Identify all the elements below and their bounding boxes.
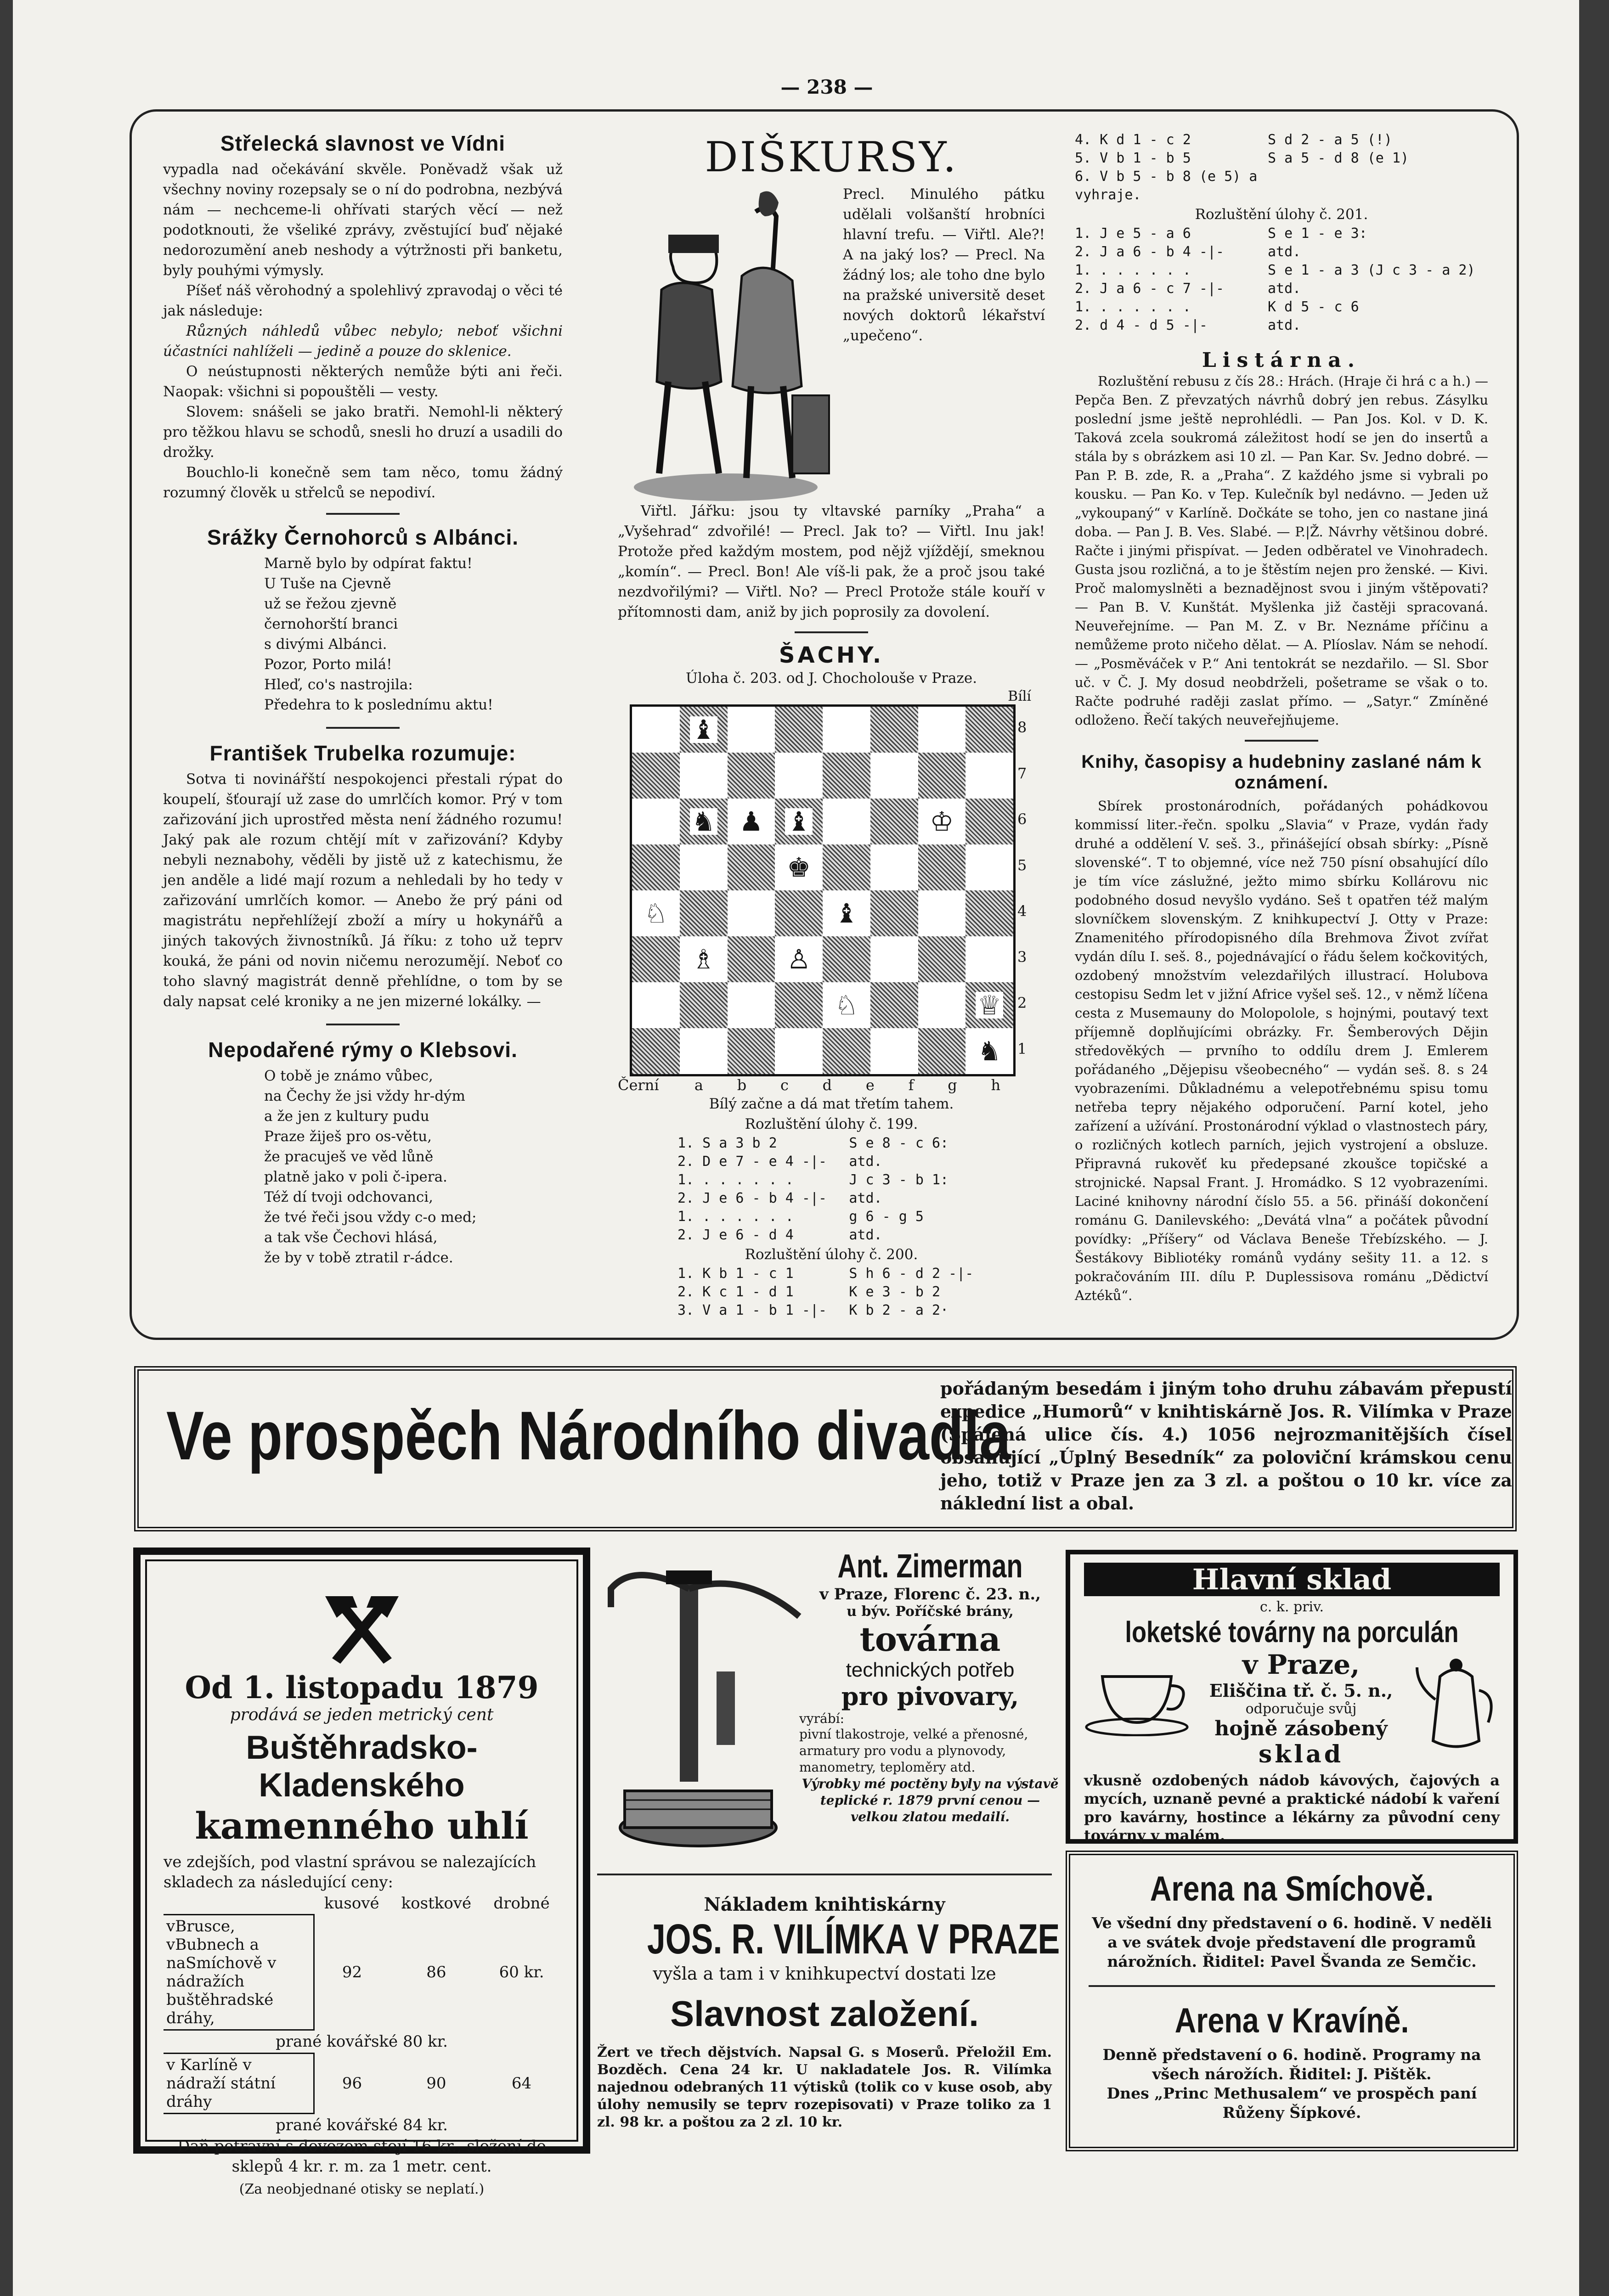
ad-zimerman	[597, 1548, 1061, 1860]
solution-move: atd.	[1268, 281, 1301, 297]
listarna-title: Listárna.	[1202, 349, 1361, 372]
column-middle	[618, 133, 1045, 1320]
heading-trubelka: František Trubelka rozumuje:	[209, 741, 516, 765]
ad-arenas	[1066, 1851, 1518, 2151]
divider	[1245, 740, 1318, 742]
chess-piece-icon: ♘	[833, 992, 860, 1019]
theatre-banner	[134, 1366, 1517, 1531]
chess-piece-icon: ♔	[928, 808, 955, 835]
chess-square	[775, 982, 823, 1028]
chess-square	[965, 753, 1013, 799]
chess-square	[632, 982, 680, 1028]
chess-square	[680, 707, 728, 753]
poem-line: Pozor, Porto milá!	[264, 656, 392, 673]
chess-square	[918, 936, 966, 982]
chess-square	[728, 707, 775, 753]
chess-piece-icon: ♙	[785, 946, 813, 973]
poem-line: Praze žiješ pro os-větu,	[264, 1128, 432, 1145]
solution-row	[1075, 298, 1488, 316]
chess-square	[823, 707, 870, 753]
poem-line: s divými Albánci.	[264, 636, 387, 653]
col-header: kusové	[324, 1894, 379, 1913]
chess-piece-icon: ♞	[976, 1038, 1003, 1064]
poem-line: U Tuše na Cjevně	[264, 575, 391, 592]
solution-move: S e 1 - e 3:	[1268, 225, 1367, 242]
paragraph: Bouchlo-li konečně sem tam něco, tomu žádný rozumný člověk u střelců se nepodiví.	[163, 464, 563, 501]
solution-move: 1. . . . . . .	[677, 1209, 794, 1225]
banner-title: Ve prospěch Národního divadla	[166, 1397, 1011, 1474]
chess-square	[918, 753, 966, 799]
zimerman-addr: v Praze, Florenc č. 23. n.,	[819, 1585, 1041, 1604]
chess-square	[632, 844, 680, 890]
arena2-title: Arena v Kravíně.	[1174, 2001, 1409, 2040]
chess-piece-icon: ♚	[785, 854, 813, 881]
zimerman-text	[799, 1548, 1061, 1825]
porcelain-hojne: hojně zásobený	[1214, 1717, 1388, 1740]
column-right	[1075, 131, 1488, 1305]
file-label: c	[780, 1076, 789, 1094]
solution-row	[677, 1283, 1045, 1301]
solution-move: 1. J e 5 - a 6	[1075, 225, 1191, 242]
porcelain-ck: c. k. priv.	[1259, 1599, 1324, 1615]
solution-move: atd.	[849, 1154, 882, 1170]
chess-square	[632, 799, 680, 844]
rank-label: 6	[1017, 810, 1027, 828]
coal-note: Daň potravní s dovozem stojí 16 kr., složení do sklepů 4 kr. r. m. za 1 metr. cent.	[177, 2137, 546, 2176]
porcelain-desc: vkusně ozdobených nádob kávových, čajových a mycích, uznaně pevné a praktické nádobí k vaření pro kavárny, hostince a lékárny za původní ceny továrny v malém.	[1084, 1772, 1500, 1844]
chess-problem-caption: Úloha č. 203. od J. Chocholouše v Praze.	[685, 670, 977, 687]
zimerman-tovarna: továrna	[859, 1620, 1001, 1659]
file-label: d	[822, 1076, 832, 1094]
solution-row	[677, 1189, 1045, 1208]
books-text: Sbírek prostonárodních, pořádaných pohádkovou kommissí liter.-řečn. spolku „Slavia“ v Praze, vydán řady druhé a oddělení V. seš. 3., přinášející obsah sbírky: „Písně slovenské“. T to objemné, více než 750 písní obsahující dílo je tím více záslužné, ježto mimo sbírku Kollárovu nic podobného dosud nevyšlo vydáno. Seš t opatřen též malým slovníčkem slovenským. Z knihkupectví J. Otty v Praze: Znamenitého přírodopisného díla Brehmova Život zvířat vydán dílu I. seš. 8., pojednávající o řádu šelem kočkovitých, ozdobený množstvím velezdařilých illustrací. Holubova cestopisu Sedm let v jižní Africe vyšel seš. 12., v němž líčena cesta z Musemauny do Molopolole, s hojnými, poutavý text příjemně doplňujícími obrázky. Fr. Šemberových Dějin středověkých — prvního to oddílu drem J. Emlerem pořádaného „Dějepisu všeobecného“ — vydán seš. 8. s 24 vyobrazeními. Důkladnému a velepotřebnému spisu tomu netřeba tepry nějakého odporučení. Parní kotel, jeho zařízení a užívání. Prostonárodní výklad o vlastnostech páry, o rozličných kotlech parních, jejich vystrojení a obsluze. Připravná rukověť ku předepsané zkoušce topičské a strojnické. Napsal Frant. J. Hromádko. S 12 vyobrazeními. Laciné knihovny národní číslo 55. a 56. přináší dokončení románu G. Danilevského: „Devátá vlna“ a počátek původní povídky: „Příšery“ od Václava Beneše Třebízského. — J. Šestákovy Bibliotéky románů vydány sešity 11. a 12. s pokračováním III. dílu P. Duplessisova románu „Dědictví Aztéků“.	[1075, 798, 1488, 1303]
poem-line: že by v tobě ztratil r-ádce.	[264, 1249, 453, 1266]
heading-klebs: Nepodařené rýmy o Klebsovi.	[208, 1038, 518, 1062]
porcelain-h1: Hlavní sklad	[1084, 1563, 1500, 1596]
chess-square	[632, 1028, 680, 1074]
chess-square	[775, 753, 823, 799]
solution-move: S a 5 - d 8 (e 1)	[1268, 150, 1409, 166]
article-trubelka: Sotva ti novinářští nespokojenci přestali rýpat do koupelí, šťourají už zase do umrlčích komor. Prý v tom zařizování jich uprostřed města není žádného rozumu! Jaký pak ale rozum chtějí mít v zařizování? Kdyby nebyli neznabohy, věděli by jistě už z katechismu, že jen anděle a lidé mají rozum a nehledali by ho tedy v zařizování umrlčích komor. — Anebo že prý páni od magistrátu nepřehlížejí zboží a míry u hokynářů a jiných takových živnostníků. Já říku: z toho už teprv kouká, že páni od novin ničemu nerozumějí. Neboť co toho slavný magistrát denně přehlídne, o tom by se daly napsat celé kroniky a ne jen mizerné lokálky. —	[163, 771, 563, 1010]
chess-square	[728, 799, 775, 844]
chess-piece-icon: ♞	[690, 808, 717, 835]
solution-move: 1. . . . . . .	[1075, 299, 1191, 315]
chess-square	[680, 753, 728, 799]
solution-row	[1075, 280, 1488, 298]
chess-square	[965, 707, 1013, 753]
solution-row	[677, 1134, 1045, 1153]
solution-199-title: Rozluštění úlohy č. 199.	[745, 1116, 918, 1132]
chess-square	[775, 844, 823, 890]
zimerman-award: Výrobky mé poctěny byly na výstavě teplické r. 1879 první cenou — velkou zlatou medailí.	[802, 1776, 1059, 1824]
chess-square	[728, 936, 775, 982]
chess-square	[870, 982, 918, 1028]
chess-square	[632, 890, 680, 936]
ad-coal	[133, 1548, 590, 2197]
divider	[597, 1874, 1052, 1875]
arena1-title: Arena na Smíchově.	[1150, 1869, 1434, 1908]
chess-square	[632, 936, 680, 982]
article-shooting-fest	[163, 159, 563, 503]
porcelain-h3: v Praze,	[1242, 1649, 1360, 1680]
chess-square	[823, 936, 870, 982]
solution-move: 2. D e 7 - e 4 -|-	[677, 1154, 827, 1170]
paragraph: Různých náhledů vůbec nebylo; neboť všichni účastníci nahlíželi — jedině a pouze do sklenice.	[163, 323, 563, 360]
zimerman-vyrabi: vyrábí:	[799, 1711, 845, 1726]
chess-square	[775, 799, 823, 844]
paragraph: Píšeť náš věrohodný a spolehlivý zpravodaj o věci té jak následuje:	[163, 282, 563, 319]
poem-line: černohorští branci	[264, 616, 398, 632]
rank-label: 5	[1017, 856, 1027, 874]
rank-label: 7	[1017, 765, 1027, 782]
zimerman-desc: pivní tlakostroje, velké a přenosné, armatury pro vodu a plynovody, manometry, teploměry atd.	[799, 1727, 1028, 1775]
paragraph: O neústupnosti některých nemůže býti ani řeči. Naopak: všichni si popouštěli — vesty.	[163, 363, 563, 400]
solution-move	[1268, 168, 1488, 204]
col-header: drobné	[493, 1894, 550, 1913]
solution-move: atd.	[849, 1227, 882, 1243]
porcelain-mid	[1084, 1649, 1500, 1768]
divider	[326, 1024, 400, 1025]
rank-labels	[1017, 704, 1036, 1072]
chess-square	[965, 982, 1013, 1028]
chess-square	[870, 890, 918, 936]
solution-row	[1075, 316, 1488, 335]
chess-square	[918, 982, 966, 1028]
chess-square	[965, 1028, 1013, 1074]
chess-square	[823, 890, 870, 936]
poem-line: že tvé řeči jsou vždy c-o med;	[264, 1209, 477, 1226]
chess-piece-icon: ♝	[785, 808, 813, 835]
chess-square	[965, 844, 1013, 890]
chess-square	[823, 753, 870, 799]
poem-line: O tobě je známo vůbec,	[264, 1068, 433, 1084]
coal-price-table	[164, 1892, 560, 2136]
solution-move: 2. J e 6 - d 4	[677, 1227, 794, 1243]
coal-date: Od 1. listopadu 1879	[185, 1670, 539, 1705]
chess-square	[632, 707, 680, 753]
chess-square	[965, 799, 1013, 844]
solution-move: 1. . . . . . .	[677, 1172, 794, 1188]
beer-pump-icon	[597, 1552, 808, 1855]
chess-square	[728, 844, 775, 890]
solution-row	[1075, 131, 1488, 149]
dialog-2: Viřtl. Jářku: jsou ty vltavské parníky „Praha“ a „Vyšehrad“ zdvořilé! — Precl. Jak to? — Viřtl. Inu jak! Protože před každým mostem, pod nějž vjíždějí, smeknou „komín“. — Precl. Bon! Ale víš-li pak, že a proč jsou také nezdvořilými? — Viřtl. No? — Precl Protože stále kouří v přítomnosti dam, aniž by jich poprosily za dovolení.	[618, 503, 1045, 620]
coal-disclaimer: (Za neobjednané otisky se neplatí.)	[239, 2181, 485, 2197]
chess-square	[918, 1028, 966, 1074]
solution-row	[677, 1226, 1045, 1244]
rank-label: 2	[1017, 994, 1027, 1012]
chess-square	[775, 890, 823, 936]
solution-move: K b 2 - a 2·	[849, 1302, 949, 1318]
solution-row	[1075, 261, 1488, 280]
heading-shooting-fest: Střelecká slavnost ve Vídni	[220, 131, 506, 155]
solution-move: 1. K b 1 - c 1	[677, 1266, 794, 1282]
solution-move: 4. K d 1 - c 2	[1075, 132, 1191, 148]
listarna-text: Rozluštění rebusu z čís 28.: Hrách. (Hraje či hrá c a h.) — Pepča Ben. Z převzatých návrhů dobrý jen rebus. Zásylku poslední jsme ještě neprohlédli. — Pan Jos. Kol. v D. K. Taková zcela soukromá záležitost hodí se jen do insertů a stála by s obrázkem asi 10 zl. — Pan Kar. Sv. Jedno dobré. — Pan P. B. zde, R. a „Praha“. Z každého jsme si vybrali po kousku. — Pan Ko. v Tep. Kulečník byl nedávno. — Jeden už „vykoupaný“ v Karlíně. Dočkáte se toho, jen co nastane jiná doba. — Pan J. B. Ves. Slabé. — P.|Ž. Návrhy většinou dobré. Račte i jinými přispívat. — Jeden odběratel ve Vinohradech. Gusta jsou rozličná, a to je štěstím nejen pro ženské. — Kivi. Proč malomyslněti a beznadějnost svou i jiným vštěpovati? — Pan B. V. Kunštát. Myšlenka již častěji spracovaná. Neuveřejníme. — Pan M. Z. v Br. Neznáme příčinu a nemůžeme proto ničeho dělat. — A. Plíoslav. Nám se nehodí. — „Posměváček v P.“ Ani tentokrát se nezdařilo. — Sl. Sbor uč. v Č. J. My dosud neobdrželi, pošetrame se však o to. Račte podruhé raději zaslat přímo. — „Satyr.“ Zmíněné odloženo. Řečí takých neuveřejňujeme.	[1075, 373, 1488, 728]
solution-move: g 6 - g 5	[849, 1209, 924, 1225]
dialog-1: Precl. Minulého pátku udělali volšanští hrobníci hlavní trefu. — Viřtl. Ale?! A na jaký los? — Precl. Na žádný los; ale toho dne bylo na pražské universitě deset nových doktorů lékařství „upečeno“.	[843, 186, 1045, 344]
file-label: h	[991, 1076, 1001, 1094]
column-left	[163, 131, 563, 1268]
chess-square	[680, 1028, 728, 1074]
chess-square	[918, 707, 966, 753]
black-label: Černí	[618, 1076, 659, 1094]
price-value: 60 kr.	[499, 1963, 544, 1981]
teapot-icon	[1412, 1649, 1500, 1755]
white-label: Bílí	[1008, 688, 1031, 704]
poem-line: a že jen z kultury pudu	[264, 1108, 429, 1125]
chess-square	[870, 1028, 918, 1074]
porcelain-h2: loketské továrny na porculán	[1125, 1615, 1459, 1649]
solution-move: 2. J a 6 - c 7 -|-	[1075, 281, 1225, 297]
solution-200	[677, 1265, 1045, 1320]
solution-move: K d 5 - c 6	[1268, 299, 1359, 315]
solution-move: atd.	[849, 1190, 882, 1206]
chess-piece-icon: ♝	[690, 716, 717, 743]
vilimek-title: Slavnost založení.	[670, 1993, 979, 2034]
solution-row	[1075, 225, 1488, 243]
vilimek-sub: vyšla a tam i v knihkupectví dostati lze	[653, 1964, 996, 1984]
chess-board	[630, 704, 1016, 1076]
chess-title: ŠACHY.	[779, 642, 884, 668]
divider	[326, 513, 400, 515]
solution-move: 3. V a 1 - b 1 -|-	[677, 1302, 827, 1318]
poem-line: Též dí tvoji odchovanci,	[264, 1189, 434, 1205]
solution-move: 2. K c 1 - d 1	[677, 1284, 794, 1300]
solution-move: S h 6 - d 2 -|-	[849, 1266, 974, 1282]
poem-line: Hleď, co's nastrojila:	[264, 676, 413, 693]
solution-move: S e 1 - a 3 (J c 3 - a 2)	[1268, 262, 1475, 278]
rank-label: 4	[1017, 902, 1027, 920]
poem-line: už se řežou zjevně	[264, 596, 397, 612]
chess-square	[823, 799, 870, 844]
poem-montenegro	[264, 553, 563, 715]
chess-square	[728, 982, 775, 1028]
vilimek-pre: Nákladem knihtiskárny	[704, 1894, 945, 1915]
zimerman-tech: technických potřeb	[846, 1659, 1015, 1681]
price-place: vBrusce, vBubnech a naSmíchově v nádražích buštěhradské dráhy,	[164, 1914, 314, 2030]
chess-square	[918, 799, 966, 844]
coal-name-2: kamenného uhlí	[195, 1804, 529, 1847]
chess-piece-icon: ♝	[833, 900, 860, 927]
porcelain-rec: odporučuje svůj	[1245, 1701, 1357, 1717]
solution-move: 2. d 4 - d 5 -|-	[1075, 317, 1208, 333]
chess-square	[680, 936, 728, 982]
chess-task: Bílý začne a dá mat třetím tahem.	[709, 1096, 954, 1112]
divider	[795, 631, 868, 633]
chess-square	[680, 799, 728, 844]
zimerman-name: Ant. Zimerman	[837, 1548, 1023, 1585]
divider	[326, 727, 400, 729]
price-extra: prané kovářské 84 kr.	[276, 2116, 448, 2134]
chess-square	[870, 844, 918, 890]
solution-row	[677, 1208, 1045, 1226]
chess-square	[775, 1028, 823, 1074]
arena1-text: Ve všední dny představení o 6. hodině. V neděli a ve svátek dvoje představení dle programů nárožních. Řiditel: Pavel Švanda ze Semčic.	[1092, 1914, 1492, 1970]
rank-label: 1	[1017, 1040, 1027, 1058]
solution-move: K e 3 - b 2	[849, 1284, 941, 1300]
arena2-text: Denně představení o 6. hodině. Programy na všech nárožích. Řiditel: J. Pištěk.	[1102, 2046, 1481, 2083]
paragraph: vypadla nad očekávání skvěle. Poněvadž však už všechny noviny rozepsaly se o ní do podrobna, nezbývá nám — nechceme-li ohřívati starých věcí — než podotknouti, že všeliké zprávy, zvěstující buď nějaké nedorozumění aneb neshody a výtržnosti při banketu, byly pouhými výmysly.	[163, 161, 563, 279]
solution-200-title: Rozluštění úlohy č. 200.	[745, 1246, 918, 1263]
solution-move: S e 8 - c 6:	[849, 1135, 949, 1151]
solution-move: 5. V b 1 - b 5	[1075, 150, 1191, 166]
poem-line: a tak vše Čechovi hlásá,	[264, 1229, 438, 1246]
price-extra: prané kovářské 80 kr.	[276, 2032, 448, 2051]
solution-move: 2. J e 6 - b 4 -|-	[677, 1190, 827, 1206]
books-title: Knihy, časopisy a hudebniny zaslané nám k oznámení.	[1081, 752, 1482, 793]
poem-line: Marně bylo by odpírat faktu!	[264, 555, 473, 572]
solution-move: atd.	[1268, 317, 1301, 333]
chess-square	[965, 890, 1013, 936]
chess-square	[728, 753, 775, 799]
chess-square	[680, 982, 728, 1028]
chess-square	[775, 707, 823, 753]
solution-move: S d 2 - a 5 (!)	[1268, 132, 1392, 148]
price-value: 86	[426, 1963, 446, 1981]
solution-row	[1075, 168, 1488, 204]
poem-line: že pracuješ ve věd lůně	[264, 1148, 434, 1165]
solution-199	[677, 1134, 1045, 1244]
chess-area	[618, 704, 1045, 1081]
rank-label: 8	[1017, 719, 1027, 736]
hammers-icon	[311, 1587, 412, 1665]
zimerman-pro: pro pivovary,	[841, 1682, 1019, 1711]
chess-square	[823, 844, 870, 890]
chess-square	[823, 982, 870, 1028]
file-label: f	[908, 1076, 914, 1094]
vilimek-desc: Žert ve třech dějstvích. Napsal G. s Moserů. Přeložil Em. Bozděch. Cena 24 kr. U nakladatele Jos. R. Vilímka najednou odebraných 11 výtisků (tolik co v kuse osob, aby úlohy nemusily se teprv rozepisovati) v Praze toliko za 1 zl. 98 kr. a poštou za 2 zl. 10 kr.	[597, 2044, 1052, 2130]
chess-square	[632, 753, 680, 799]
price-value: 64	[511, 2074, 532, 2093]
chess-square	[870, 707, 918, 753]
solution-move: 1. S a 3 b 2	[677, 1135, 777, 1151]
solution-move: 6. V b 5 - b 8 (e 5) a vyhraje.	[1075, 169, 1258, 203]
chess-piece-icon: ♟	[737, 808, 765, 835]
porcelain-center	[1190, 1649, 1412, 1768]
file-label: g	[948, 1076, 957, 1094]
solution-row	[677, 1301, 1045, 1320]
coal-sub: prodává se jeden metrický cent	[230, 1705, 494, 1724]
col-header: kostkové	[401, 1894, 472, 1913]
rank-label: 3	[1017, 948, 1027, 966]
chess-square	[680, 890, 728, 936]
chess-square	[870, 936, 918, 982]
chess-square	[965, 936, 1013, 982]
solution-move: atd.	[1268, 244, 1301, 260]
diskursy-illustration	[618, 184, 834, 506]
chess-square	[918, 844, 966, 890]
poem-klebs	[264, 1066, 563, 1268]
porcelain-sklad: sklad	[1258, 1740, 1344, 1768]
chess-piece-icon: ♘	[642, 900, 670, 927]
porcelain-addr: Eliščina tř. č. 5. n.,	[1209, 1680, 1393, 1701]
ad-vilimek	[597, 1874, 1060, 2149]
chess-square	[728, 1028, 775, 1074]
solution-row	[677, 1171, 1045, 1189]
zimerman-old: u býv. Poříčské brány,	[847, 1604, 1014, 1620]
diskursy-block	[618, 184, 1045, 506]
chess-piece-icon: ♗	[690, 946, 717, 973]
chess-square	[728, 890, 775, 936]
page-number: — 238 —	[780, 76, 873, 98]
solution-row	[1075, 243, 1488, 261]
cup-icon	[1084, 1649, 1190, 1736]
price-value: 92	[342, 1963, 362, 1981]
paragraph: Slovem: snášeli se jako bratři. Nemohl-li některý pro těžkou hlavu se schodů, snesli ho druzí a usadili do drožky.	[163, 404, 563, 461]
chess-square	[870, 753, 918, 799]
coal-intro: ve zdejších, pod vlastní správou se nalezajících skladech za následující ceny:	[164, 1853, 536, 1891]
price-place: v Karlíně v nádraží státní dráhy	[164, 2053, 314, 2113]
file-label: e	[865, 1076, 875, 1094]
poem-line: na Čechy že jsi vždy hr-dým	[264, 1088, 465, 1104]
chess-square	[680, 844, 728, 890]
coal-name-1: Buštěhradsko-Kladenského	[246, 1729, 478, 1804]
price-value: 96	[342, 2074, 362, 2093]
price-value: 90	[426, 2074, 446, 2093]
heading-montenegro: Srážky Černohorců s Albánci.	[207, 525, 519, 549]
arena2-text2: Dnes „Princ Methusalem“ ve prospěch paní Růženy Šípkové.	[1107, 2084, 1477, 2122]
file-label: a	[694, 1076, 703, 1094]
poem-line: Předehra to k poslednímu aktu!	[264, 697, 493, 713]
poem-line: platně jako v poli č-ipera.	[264, 1169, 447, 1185]
solution-move: J c 3 - b 1:	[849, 1172, 949, 1188]
divider	[1089, 1985, 1495, 1987]
vilimek-name: JOS. R. VILÍMKA V PRAZE	[647, 1916, 1060, 1963]
chess-piece-icon: ♕	[976, 992, 1003, 1019]
solution-move: 2. J a 6 - b 4 -|-	[1075, 244, 1225, 260]
chess-square	[775, 936, 823, 982]
ad-porcelain	[1066, 1550, 1518, 1844]
file-label: b	[737, 1076, 747, 1094]
solution-row	[1075, 149, 1488, 168]
chess-square	[918, 890, 966, 936]
solution-move: 1. . . . . . .	[1075, 262, 1191, 278]
chess-square	[870, 799, 918, 844]
solution-201	[1075, 225, 1488, 335]
solution-continued	[1075, 131, 1488, 204]
solution-201-title: Rozluštění úlohy č. 201.	[1195, 206, 1368, 223]
solution-row	[677, 1265, 1045, 1283]
banner-text: pořádaným besedám i jiným toho druhu zábavám přepustí expedice „Humorů“ v knihtiskárně Jos. R. Vilímka v Praze (Spálená ulice čís. 4.) 1056 nejrozmanitějších čísel obsahující „Úplný Besedník“ za poloviční krámskou cenu jeho, totiž v Praze jen za 3 zl. a poštou o 10 kr. více za náklední list a obal.	[940, 1378, 1512, 1514]
chess-square	[823, 1028, 870, 1074]
diskursy-title: DIŠKURSY.	[705, 133, 958, 181]
solution-row	[677, 1153, 1045, 1171]
